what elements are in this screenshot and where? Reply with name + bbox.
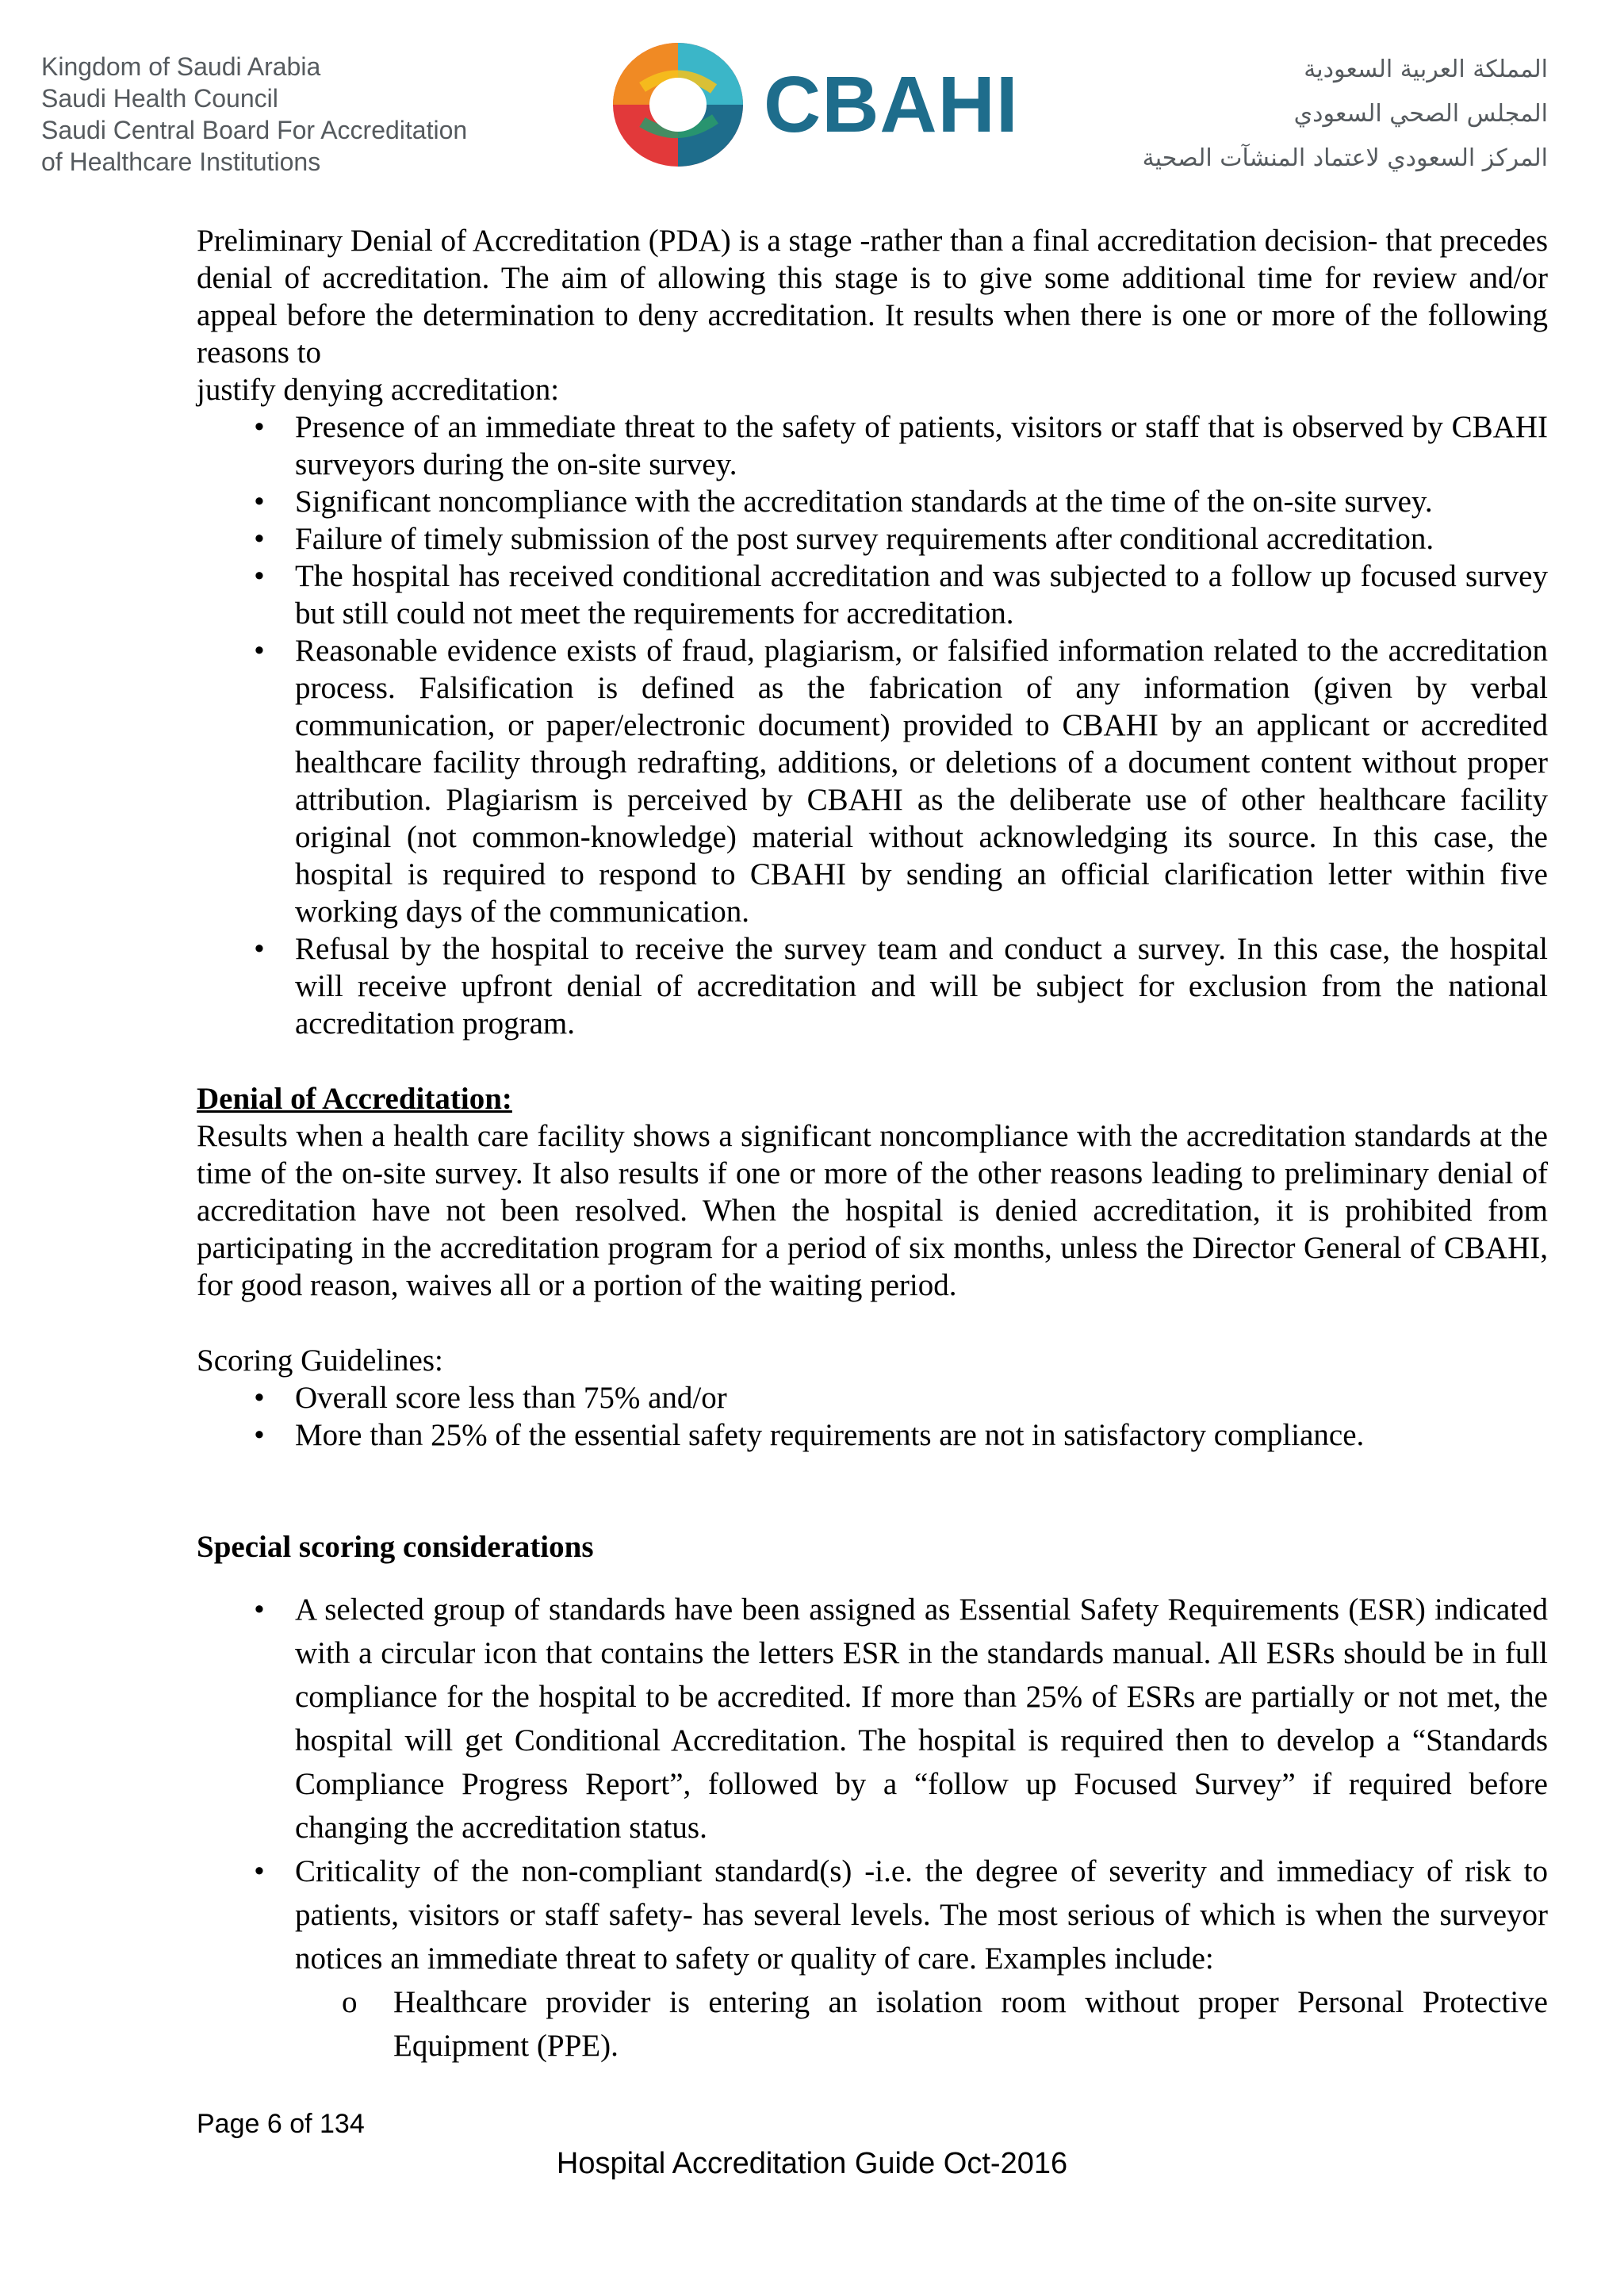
bullet-icon: • (254, 522, 265, 556)
intro-paragraph: Preliminary Denial of Accreditation (PDA) is a stage -rather than a final accreditation decision- that precedes denial of accreditation. The aim of allowing this stage is to give some additional time for review and/or appeal before the determination to deny accreditation. It results when there is one or more of the following reasons to (197, 224, 1548, 370)
scoring-list (197, 1379, 1548, 1454)
denial-heading: Denial of Accreditation: (197, 1082, 512, 1116)
bullet-icon: • (254, 559, 265, 593)
org-line: Saudi Health Council (41, 84, 278, 113)
list-item: • Overall score less than 75% and/or (197, 1379, 1548, 1416)
pda-reasons-list (197, 408, 1548, 1042)
page-number: Page 6 of 134 (197, 2109, 365, 2139)
scoring-heading: Scoring Guidelines: (197, 1343, 443, 1378)
org-line-ar: المركز السعودي لاعتماد المنشآت الصحية (1142, 144, 1548, 172)
special-heading: Special scoring considerations (197, 1530, 594, 1564)
special-list (197, 1588, 1548, 1980)
list-item: • More than 25% of the essential safety requirements are not in satisfactory compliance. (197, 1416, 1548, 1454)
list-item: • Refusal by the hospital to receive the survey team and conduct a survey. In this case, the hospital will receive upfront denial of accreditation and will be subject for exclusion from the national accreditation program. (197, 930, 1548, 1042)
org-line: Kingdom of Saudi Arabia (41, 52, 321, 81)
bullet-icon: • (254, 932, 265, 966)
bullet-icon: • (254, 410, 265, 444)
examples-list (197, 1980, 1548, 2068)
denial-paragraph: Results when a health care facility shows a significant noncompliance with the accreditation standards at the time of the on-site survey. It also results if one or more of the other reasons leading to preliminary denial of accreditation have not been resolved. When the hospital is denied accreditation, it is prohibited from participating in the accreditation program for a period of six months, unless the Director General of CBAHI, for good reason, waives all or a portion of the waiting period. (197, 1119, 1548, 1302)
header-org-arabic (1143, 48, 1548, 181)
org-line-ar: المجلس الصحي السعودي (1293, 100, 1548, 128)
bullet-icon: • (254, 1854, 265, 1888)
intro-paragraph-cont: justify denying accreditation: (197, 373, 560, 407)
org-line: Saudi Central Board For Accreditation (41, 116, 468, 144)
header-org-english (41, 51, 467, 178)
bullet-icon: • (254, 1381, 265, 1415)
list-item: • Criticality of the non-compliant standard(s) -i.e. the degree of severity and immediacy of risk to patients, visitors or staff safety- has several levels. The most serious of which is when the surveyor notices an immediate threat to safety or quality of care. Examples include: (197, 1849, 1548, 1980)
document-body (197, 222, 1548, 2068)
cbahi-logo-icon (611, 40, 745, 167)
bullet-icon: • (254, 485, 265, 519)
bullet-icon: • (254, 1418, 265, 1452)
footer-title: Hospital Accreditation Guide Oct-2016 (556, 2147, 1068, 2180)
list-item: • Significant noncompliance with the accreditation standards at the time of the on-site survey. (197, 483, 1548, 520)
list-item: • A selected group of standards have been assigned as Essential Safety Requirements (ESR) indicated with a circular icon that contains the letters ESR in the standards manual. All ESRs should be in full compliance for the hospital to be accredited. If more than 25% of ESRs are partially or not met, the hospital will get Conditional Accreditation. The hospital is required then to develop a “Standards Compliance Progress Report”, followed by a “follow up Focused Survey” if required before changing the accreditation status. (197, 1588, 1548, 1849)
list-item: • Reasonable evidence exists of fraud, plagiarism, or falsified information related to the accreditation process. Falsification is defined as the fabrication of any information (given by verbal communication, or paper/electronic document) provided to CBAHI by an applicant or accredited healthcare facility through redrafting, additions, or deletions of a document content without proper attribution. Plagiarism is perceived by CBAHI as the deliberate use of other healthcare facility original (not common-knowledge) material without acknowledging its source. In this case, the hospital is required to respond to CBAHI by sending an official clarification letter within five working days of the communication. (197, 632, 1548, 930)
org-line-ar: المملكة العربية السعودية (1304, 56, 1548, 83)
bullet-icon: • (254, 1593, 265, 1627)
logo-text: CBAHI (764, 60, 1019, 149)
list-item: o Healthcare provider is entering an isolation room without proper Personal Protective Equipment (PPE). (197, 1980, 1548, 2068)
list-item: • Presence of an immediate threat to the safety of patients, visitors or staff that is observed by CBAHI surveyors during the on-site survey. (197, 408, 1548, 483)
list-item: • The hospital has received conditional accreditation and was subjected to a follow up focused survey but still could not meet the requirements for accreditation. (197, 558, 1548, 632)
list-item: • Failure of timely submission of the post survey requirements after conditional accreditation. (197, 520, 1548, 558)
bullet-icon: • (254, 634, 265, 668)
org-line: of Healthcare Institutions (41, 148, 321, 176)
sub-bullet-icon: o (342, 1985, 358, 2019)
